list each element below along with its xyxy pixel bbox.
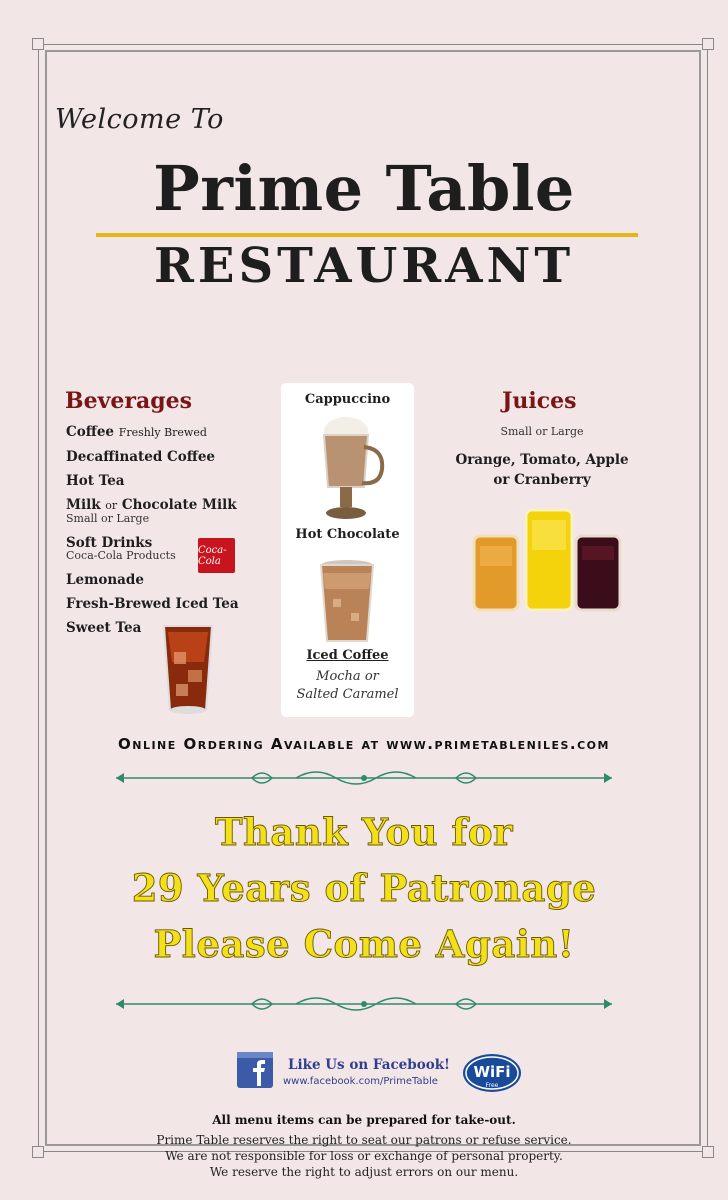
iced-coffee-flavors: Mocha or [316, 669, 379, 684]
iced-coffee-cup-image [317, 559, 377, 643]
coca-cola-logo: Coca-Cola [198, 538, 235, 573]
corner-ornament [702, 38, 714, 50]
juices-heading: Juices [502, 388, 577, 414]
wifi-label: WiFi [473, 1063, 511, 1081]
corner-ornament [32, 38, 44, 50]
item-note: Coca-Cola Products [66, 549, 176, 562]
iced-coffee-flavors: Salted Caramel [296, 687, 399, 702]
iced-coffee-label: Iced Coffee [306, 648, 389, 663]
policy-line: We reserve the right to adjust errors on our menu. [209, 1165, 519, 1179]
wifi-icon [462, 1053, 522, 1093]
item-name: Lemonade [66, 572, 144, 588]
item-name: Soft Drinks [66, 535, 153, 551]
policy-line: We are not responsible for loss or exchange of personal property. [165, 1149, 563, 1163]
beverages-heading: Beverages [65, 388, 192, 414]
hot-chocolate-label: Hot Chocolate [295, 527, 400, 542]
item-name: Chocolate Milk [121, 497, 237, 513]
juice-glasses-image [472, 506, 624, 614]
item-name: Milk [66, 497, 101, 513]
list-item [66, 592, 286, 616]
wifi-free-label: Free [485, 1082, 499, 1089]
item-name: Hot Tea [66, 473, 125, 489]
facebook-url-link[interactable]: www.facebook.com/PrimeTable [283, 1076, 438, 1087]
ornamental-divider [116, 994, 612, 1014]
list-item [66, 469, 286, 493]
policy-line: Prime Table reserves the right to seat our patrons or refuse service. [156, 1133, 572, 1147]
ornamental-divider [116, 768, 612, 788]
takeout-notice: All menu items can be prepared for take-out. [212, 1113, 516, 1127]
item-joiner: or [105, 499, 118, 512]
restaurant-subtitle: RESTAURANT [153, 238, 575, 294]
list-item [66, 420, 286, 445]
facebook-heading: Like Us on Facebook! [288, 1057, 450, 1073]
cappuccino-mug-image [316, 413, 388, 525]
item-name: Coffee [66, 424, 115, 440]
thanks-line: Please Come Again! [153, 922, 575, 966]
beverages-list [66, 420, 286, 640]
featured-drinks-card [281, 383, 414, 717]
list-item [66, 445, 286, 469]
item-name: Sweet Tea [66, 620, 142, 636]
item-name: Fresh-Brewed Iced Tea [66, 596, 239, 612]
juice-line: Orange, Tomato, Apple [455, 452, 629, 468]
iced-tea-glass-image [160, 622, 216, 716]
thanks-line: 29 Years of Patronage [131, 866, 597, 910]
juice-size-note: Small or Large [500, 425, 584, 438]
facebook-icon[interactable] [235, 1050, 275, 1090]
restaurant-name: Prime Table [153, 152, 575, 225]
thanks-line: Thank You for [214, 810, 514, 854]
item-note: Small or Large [66, 512, 150, 525]
list-item [66, 568, 286, 592]
cappuccino-label: Cappuccino [304, 392, 391, 407]
online-ordering-text: Online Ordering Available at www.primetableniles.com [118, 735, 610, 753]
item-name: Decaffinated Coffee [66, 449, 216, 465]
juice-line: or Cranberry [493, 472, 591, 488]
item-note: Freshly Brewed [118, 426, 207, 439]
welcome-text: Welcome To [55, 104, 224, 135]
juice-options [455, 450, 629, 490]
gold-divider [96, 233, 638, 237]
